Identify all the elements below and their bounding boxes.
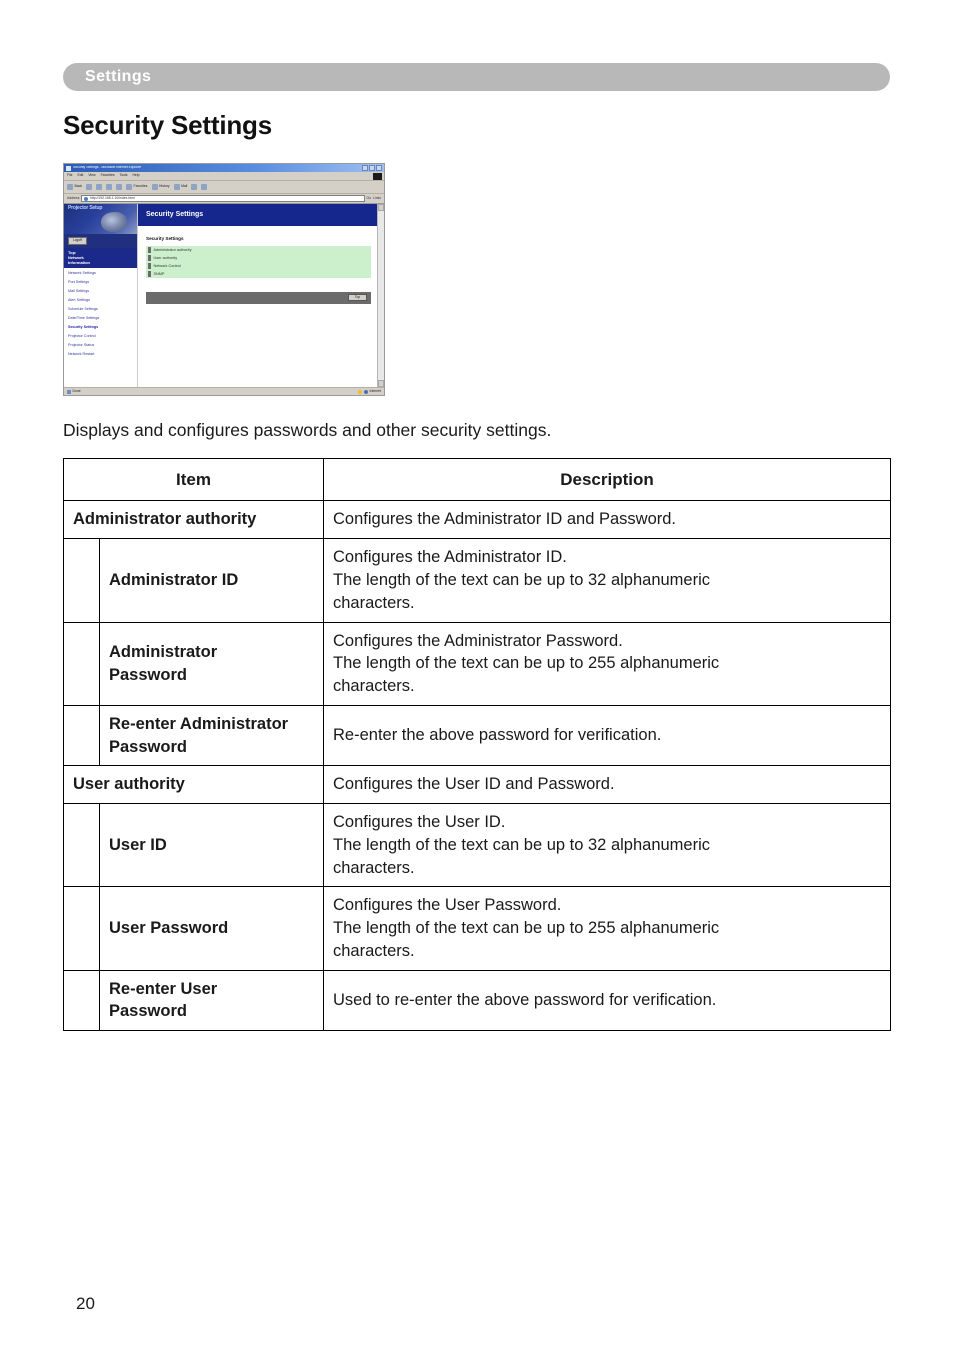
minimize-icon bbox=[362, 165, 368, 171]
sidebar-top-heading bbox=[64, 248, 137, 268]
section-ribbon bbox=[63, 63, 890, 91]
back-arrow-icon bbox=[67, 184, 73, 190]
bullet-icon bbox=[148, 255, 151, 261]
sidebar-item-alert-settings: Alert Settings bbox=[68, 297, 90, 302]
sidebar-item-network-settings: Network Settings bbox=[68, 270, 96, 275]
table-row bbox=[64, 804, 891, 887]
forward-arrow-icon bbox=[86, 184, 92, 190]
sidebar-item-projector-control: Projector Control bbox=[68, 334, 96, 339]
table-row bbox=[64, 705, 891, 766]
menu-item-edit: Edit bbox=[77, 173, 84, 178]
menu-item-file: File bbox=[67, 173, 73, 178]
menu-item-help: Help bbox=[132, 173, 140, 178]
sidebar-item-date-time-settings: Date/Time Settings bbox=[68, 315, 100, 320]
projector-sidebar bbox=[64, 204, 138, 387]
sidebar-top-line-3: Information bbox=[68, 260, 90, 265]
content-footer-bar bbox=[146, 292, 371, 304]
menu-item-tools: Tools bbox=[119, 173, 128, 178]
browser-window-title: Security Settings - Microsoft Internet Explorer bbox=[73, 166, 142, 170]
favorites-star-icon bbox=[152, 184, 158, 190]
zone-text: Internet bbox=[369, 389, 381, 394]
indent-spacer bbox=[64, 705, 100, 766]
print-icon bbox=[201, 184, 207, 190]
status-left bbox=[67, 390, 81, 394]
security-link-list bbox=[146, 246, 371, 278]
indent-spacer bbox=[64, 622, 100, 705]
browser-toolbar bbox=[64, 181, 384, 194]
mail-icon bbox=[191, 184, 197, 190]
sidebar-top-line-1: Top: bbox=[68, 250, 77, 255]
sidebar-item-projector-status: Projector Status bbox=[68, 343, 95, 348]
scroll-down-arrow-icon bbox=[378, 380, 384, 387]
row-description-administrator-password: Configures the Administrator Password. The length of the text can be up to 255 alphanumeric characters. bbox=[324, 622, 891, 705]
row-item-administrator-authority: Administrator authority bbox=[64, 501, 324, 539]
sidebar-top-line-2: Network bbox=[68, 255, 84, 260]
list-item bbox=[146, 262, 371, 270]
link-network-control: Network Control bbox=[153, 263, 181, 268]
internet-zone-icon bbox=[364, 390, 368, 394]
table-head bbox=[64, 459, 891, 501]
favorites-button: History bbox=[152, 184, 170, 190]
browser-status-bar bbox=[64, 387, 384, 396]
browser-logo-icon bbox=[373, 173, 382, 180]
settings-description-table bbox=[63, 458, 891, 1031]
row-description-administrator-id: Configures the Administrator ID. The length of the text can be up to 32 alphanumeric characters. bbox=[324, 539, 891, 622]
browser-screenshot-figure bbox=[63, 163, 385, 396]
link-snmp: SNMP bbox=[153, 271, 165, 276]
sidebar-item-schedule-settings: Schedule Settings bbox=[68, 306, 98, 311]
indent-spacer bbox=[64, 887, 100, 970]
menu-item-favorites: Favorites bbox=[100, 173, 115, 178]
row-item-administrator-id: Administrator ID bbox=[100, 539, 324, 622]
content-header: Security Settings bbox=[138, 204, 377, 226]
window-controls bbox=[362, 165, 382, 171]
list-item bbox=[146, 246, 371, 254]
row-description-user-id: Configures the User ID. The length of the text can be up to 32 alphanumeric characters. bbox=[324, 804, 891, 887]
row-item-user-password: User Password bbox=[100, 887, 324, 970]
link-user-authority: User authority bbox=[153, 255, 178, 260]
bullet-icon bbox=[148, 247, 151, 253]
logoff-row bbox=[64, 234, 137, 248]
sidebar-item-network-restart: Network Restart bbox=[68, 352, 95, 357]
row-description-administrator-authority: Configures the Administrator ID and Password. bbox=[324, 501, 891, 539]
table-row bbox=[64, 970, 891, 1031]
row-item-reenter-administrator-password: Re-enter Administrator Password bbox=[100, 705, 324, 766]
table-row bbox=[64, 622, 891, 705]
logoff-button: Logoff bbox=[68, 237, 87, 244]
column-header-item: Item bbox=[64, 459, 324, 501]
table-header-row bbox=[64, 459, 891, 501]
indent-spacer bbox=[64, 970, 100, 1031]
table-row bbox=[64, 887, 891, 970]
window-icon bbox=[66, 166, 71, 171]
sidebar-item-security-settings: Security Settings bbox=[68, 324, 99, 329]
row-description-user-authority: Configures the User ID and Password. bbox=[324, 766, 891, 804]
browser-viewport bbox=[64, 204, 384, 387]
sidebar-logo-text: Projector Setup bbox=[68, 205, 103, 211]
address-value: http://192.168.1.10/index.html bbox=[89, 195, 135, 200]
table-body bbox=[64, 501, 891, 1031]
sidebar-item-mail-settings: Mail Settings bbox=[68, 288, 90, 293]
sidebar-nav bbox=[64, 268, 137, 360]
go-button: Go bbox=[366, 195, 372, 200]
table-row bbox=[64, 766, 891, 804]
row-item-user-id: User ID bbox=[100, 804, 324, 887]
lock-icon bbox=[358, 390, 362, 394]
browser-menu-bar bbox=[64, 172, 384, 181]
row-item-reenter-user-password: Re-enter User Password bbox=[100, 970, 324, 1031]
row-description-reenter-administrator-password: Re-enter the above password for verification. bbox=[324, 705, 891, 766]
stop-icon bbox=[96, 184, 102, 190]
search-icon bbox=[126, 184, 132, 190]
browser-address-bar bbox=[64, 194, 384, 204]
list-item bbox=[146, 270, 371, 278]
intro-paragraph: Displays and configures passwords and other security settings. bbox=[63, 420, 552, 440]
history-button: Mail bbox=[174, 184, 188, 190]
back-button: Back bbox=[67, 184, 82, 190]
browser-title-bar bbox=[64, 164, 384, 172]
page-number: 20 bbox=[76, 1294, 95, 1313]
vertical-scrollbar bbox=[377, 204, 384, 387]
refresh-icon bbox=[106, 184, 112, 190]
page-icon bbox=[67, 390, 71, 394]
projector-lens-image bbox=[101, 212, 127, 232]
home-icon bbox=[116, 184, 122, 190]
content-section-title: Security Settings bbox=[146, 236, 184, 241]
row-description-user-password: Configures the User Password. The length of the text can be up to 255 alphanumeric characters. bbox=[324, 887, 891, 970]
bullet-icon bbox=[148, 263, 151, 269]
indent-spacer bbox=[64, 804, 100, 887]
search-button: Favorites bbox=[126, 184, 147, 190]
top-button: Top bbox=[348, 294, 367, 301]
list-item bbox=[146, 254, 371, 262]
sidebar-item-port-settings: Port Settings bbox=[68, 279, 90, 284]
maximize-icon bbox=[369, 165, 375, 171]
column-header-description: Description bbox=[324, 459, 891, 501]
scroll-up-arrow-icon bbox=[378, 204, 384, 211]
table-row bbox=[64, 539, 891, 622]
bullet-icon bbox=[148, 271, 151, 277]
page-title: Security Settings bbox=[63, 110, 272, 140]
sidebar-logo bbox=[64, 204, 137, 234]
projector-content-pane bbox=[138, 204, 377, 387]
status-right bbox=[358, 390, 382, 394]
address-input bbox=[81, 195, 364, 202]
section-ribbon-label: Settings bbox=[85, 68, 152, 85]
link-administrator-authority: Administrator authority bbox=[153, 247, 192, 252]
history-clock-icon bbox=[174, 184, 180, 190]
close-icon bbox=[376, 165, 382, 171]
indent-spacer bbox=[64, 539, 100, 622]
status-text: Done bbox=[72, 389, 81, 394]
address-label: Address bbox=[67, 195, 80, 200]
menu-item-view: View bbox=[88, 173, 96, 178]
table-row bbox=[64, 501, 891, 539]
globe-icon bbox=[84, 197, 88, 201]
links-button: Links bbox=[373, 195, 381, 200]
row-item-user-authority: User authority bbox=[64, 766, 324, 804]
row-item-administrator-password: Administrator Password bbox=[100, 622, 324, 705]
row-description-reenter-user-password: Used to re-enter the above password for verification. bbox=[324, 970, 891, 1031]
